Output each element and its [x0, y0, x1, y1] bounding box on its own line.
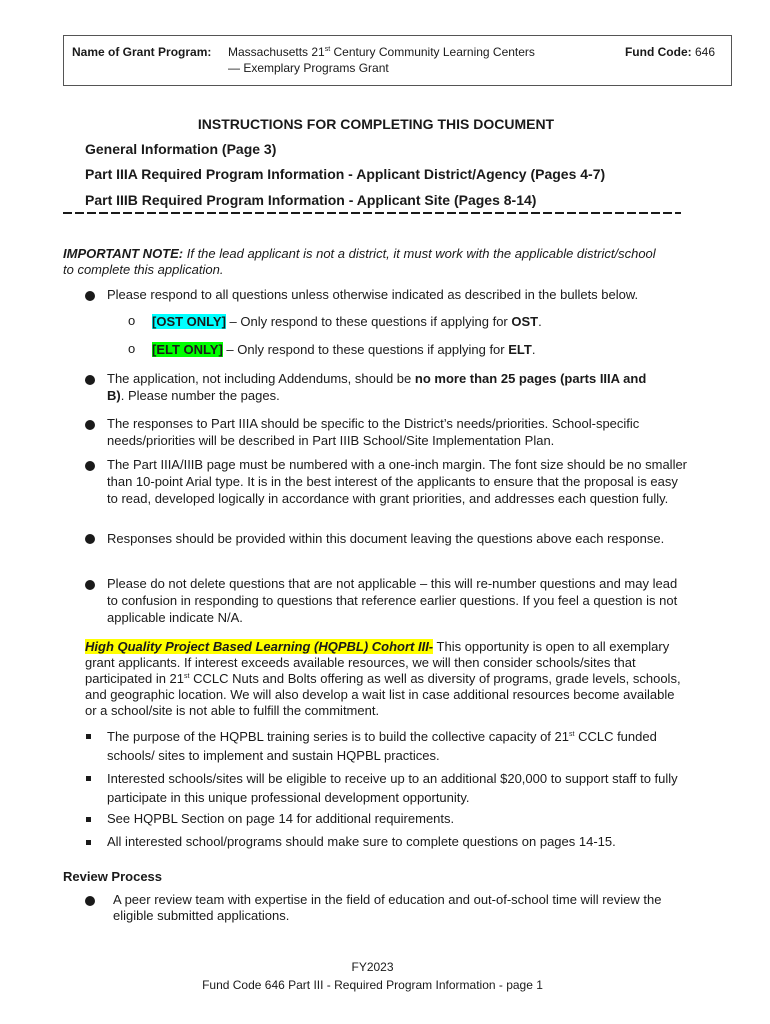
fund-code: Fund Code: 646 [624, 45, 715, 59]
sub-bullet-ost: [OST ONLY] – Only respond to these questions if applying for OST. [152, 314, 542, 329]
square-bullet [86, 840, 91, 845]
footer-page-label: Fund Code 646 Part III - Required Program Information - page 1 [202, 978, 543, 992]
sub-bullet-marker: o [128, 341, 136, 356]
hqpbl-eligibility: Interested schools/sites will be eligible to receive up to an additional $20,000 to support staff to fully participate in this unique professional development opportunity. [107, 771, 678, 805]
footer-fiscal-year: FY2023 [351, 960, 394, 974]
bullet-dot [85, 291, 95, 301]
square-bullet [86, 734, 91, 739]
bullet-do-not-delete: Please do not delete questions that are not applicable – this will re-number questions and may lead to confusion in responding to questions that reference earlier questions. If you feel a question is not applicable indicate N/A. [107, 576, 678, 625]
bullet-responses-within: Responses should be provided within this document leaving the questions above each response. [107, 531, 665, 546]
bullet-part-iiia-specific: The responses to Part IIIA should be specific to the District’s needs/priorities. School-specific needs/priorities will be described in Part IIIB School/Site Implementation Plan. [107, 416, 640, 448]
bullet-respond-all: Please respond to all questions unless otherwise indicated as described in the bullets below. [107, 287, 639, 302]
bullet-dot [85, 420, 95, 430]
bullet-page-limit: The application, not including Addendums, should be no more than 25 pages (parts IIIA and B). Please number the pages. [107, 371, 647, 403]
sub-bullet-marker: o [128, 313, 136, 328]
bullet-dot [85, 461, 95, 471]
grant-header-box [63, 35, 732, 86]
section-part-iiia: Part IIIA Required Program Information - Applicant District/Agency (Pages 4-7) [85, 166, 606, 182]
hqpbl-complete-questions: All interested school/programs should make sure to complete questions on pages 14-15. [107, 834, 616, 849]
review-peer-team: A peer review team with expertise in the field of education and out-of-school time will review the eligible submitted applications. [113, 892, 662, 923]
instructions-title: INSTRUCTIONS FOR COMPLETING THIS DOCUMENT [197, 116, 555, 132]
section-part-iiib: Part IIIB Required Program Information - Applicant Site (Pages 8-14) [85, 192, 537, 208]
hqpbl-paragraph: High Quality Project Based Learning (HQPBL) Cohort III- This opportunity is open to all exemplary grant applicants. If interest exceeds available resources, we will then consider schools/sites that participated in 21st CCLC Nuts and Bolts offering as well as diversity of programs, grade levels, schools, and geographic location. We will also develop a wait list in case additional resources become available or a school/site is not able to fulfill the commitment. [85, 639, 681, 718]
bullet-dot [85, 580, 95, 590]
sub-bullet-elt: [ELT ONLY] – Only respond to these questions if applying for ELT. [152, 342, 536, 357]
square-bullet [86, 817, 91, 822]
square-bullet [86, 776, 91, 781]
grant-name-label: Name of Grant Program: [72, 45, 212, 59]
important-note: IMPORTANT NOTE: If the lead applicant is not a district, it must work with the applicable district/school to complete this application. [63, 246, 656, 277]
hqpbl-see-section: See HQPBL Section on page 14 for additional requirements. [107, 811, 455, 826]
hqpbl-purpose: The purpose of the HQPBL training series is to build the collective capacity of 21st CCLC funded schools/ sites to implement and sustain HQPBL practices. [107, 729, 657, 763]
bullet-formatting: The Part IIIA/IIIB page must be numbered with a one-inch margin. The font size should be no smaller than 10-point Arial type. It is in the best interest of the applicants to ensure that the proposal is easy to read, developed logically in accordance with grant priorities, and addresses each question fully. [107, 457, 688, 506]
section-general-info: General Information (Page 3) [85, 141, 277, 157]
grant-program-name: Massachusetts 21st Century Community Learning Centers — Exemplary Programs Grant [228, 45, 535, 75]
bullet-dot [85, 375, 95, 385]
bullet-dot [85, 896, 95, 906]
dashed-divider [63, 212, 681, 214]
bullet-dot [85, 534, 95, 544]
review-process-heading: Review Process [63, 869, 163, 884]
